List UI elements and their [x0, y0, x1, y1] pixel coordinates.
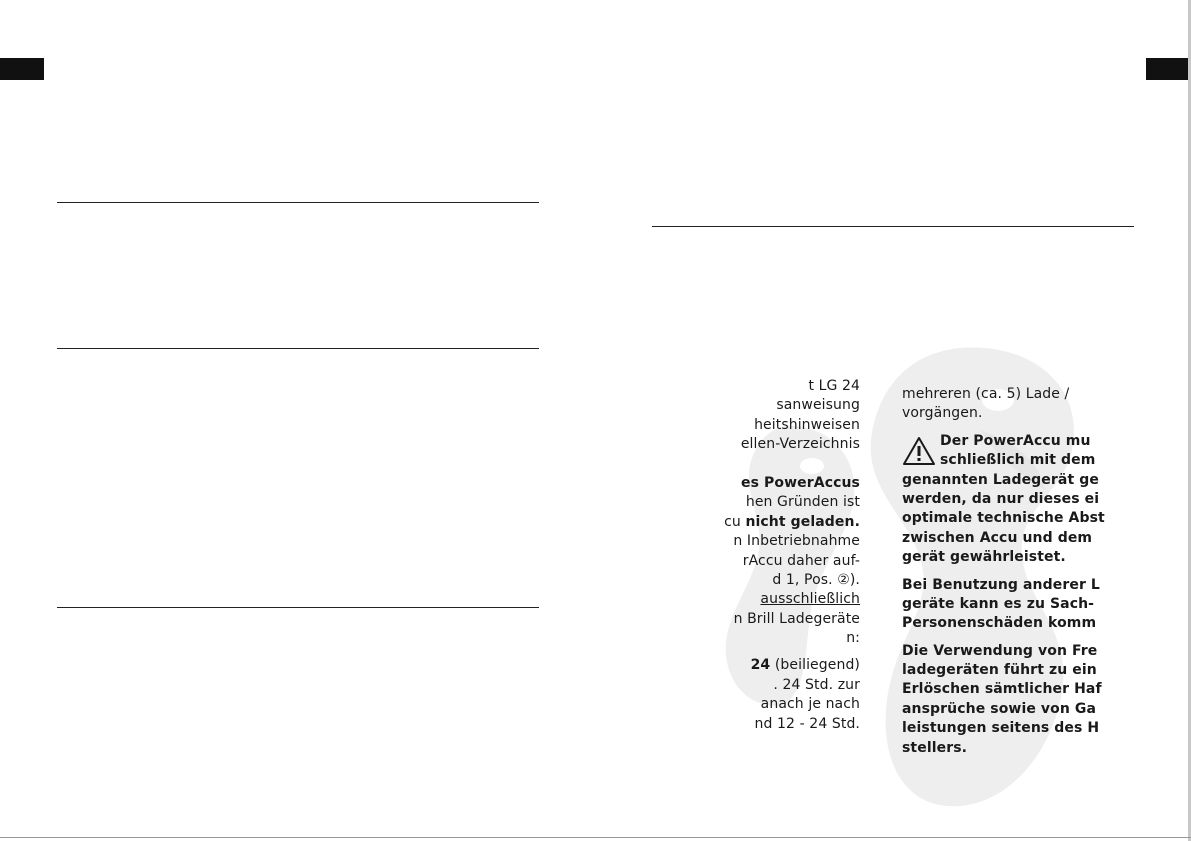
- text-line: hen Gründen ist: [745, 494, 860, 511]
- text-line: sanweisung: [776, 397, 860, 414]
- text-line: leistungen seitens des H: [902, 720, 1100, 737]
- warning-block: [902, 432, 1105, 568]
- text-line: ansprüche sowie von Ga: [902, 700, 1097, 717]
- text-line: geräte kann es zu Sach-: [902, 595, 1095, 612]
- text-line: Personenschäden komm: [902, 615, 1097, 632]
- text-line: zwischen Accu und dem: [902, 529, 1093, 546]
- text-line: schließlich mit dem: [940, 452, 1096, 469]
- text-line: cu nicht geladen.: [724, 513, 860, 530]
- text-line: ausschließlich: [760, 591, 860, 608]
- warning-triangle-icon: [902, 436, 936, 466]
- text-line: optimale technische Abst: [902, 510, 1105, 527]
- text-line: Der PowerAccu mu: [940, 432, 1091, 449]
- section-rule: [57, 202, 539, 203]
- page-tab-right: [1146, 58, 1191, 80]
- text-line: vorgängen.: [902, 405, 983, 422]
- text-line: Die Verwendung von Fre: [902, 642, 1098, 659]
- text-line: stellers.: [902, 739, 968, 756]
- section-rule: [57, 607, 539, 608]
- text-line: gerät gewährleistet.: [902, 549, 1066, 566]
- text-line: Erlöschen sämtlicher Haf: [902, 681, 1102, 698]
- instructions-column-left: [660, 377, 860, 734]
- text-line: mehreren (ca. 5) Lade /: [902, 386, 1070, 402]
- text-line: 24 (beiliegend): [750, 657, 860, 674]
- text-line: rAccu daher auf-: [742, 552, 860, 569]
- warning-paragraph: [902, 576, 1100, 634]
- text-line: heitshinweisen: [754, 416, 860, 433]
- text-line: n:: [846, 630, 860, 647]
- text-line: n Brill Ladegeräte: [733, 610, 860, 627]
- text-line: ladegeräten führt zu ein: [902, 662, 1097, 679]
- text-line-blank: [660, 455, 860, 474]
- text-line: . 24 Std. zur: [773, 676, 860, 693]
- text-line: anach je nach: [760, 696, 860, 713]
- text-line: es PowerAccus: [741, 474, 860, 491]
- text-line: d 1, Pos. ②).: [772, 571, 860, 588]
- page-bottom-rule: [0, 837, 1191, 838]
- warning-paragraph: [902, 642, 1102, 758]
- section-rule: [652, 226, 1134, 227]
- page-tab-left: [0, 58, 44, 80]
- text-line: werden, da nur dieses ei: [902, 490, 1100, 507]
- text-line: ellen-Verzeichnis: [740, 436, 860, 453]
- section-rule: [57, 348, 539, 349]
- text-line: t LG 24: [808, 378, 860, 394]
- text-line: n Inbetriebnahme: [733, 533, 860, 550]
- text-line: Bei Benutzung anderer L: [902, 576, 1100, 593]
- text-line: nd 12 - 24 Std.: [754, 715, 860, 732]
- text-line: genannten Ladegerät ge: [902, 471, 1099, 488]
- instructions-column-right: [902, 385, 1105, 758]
